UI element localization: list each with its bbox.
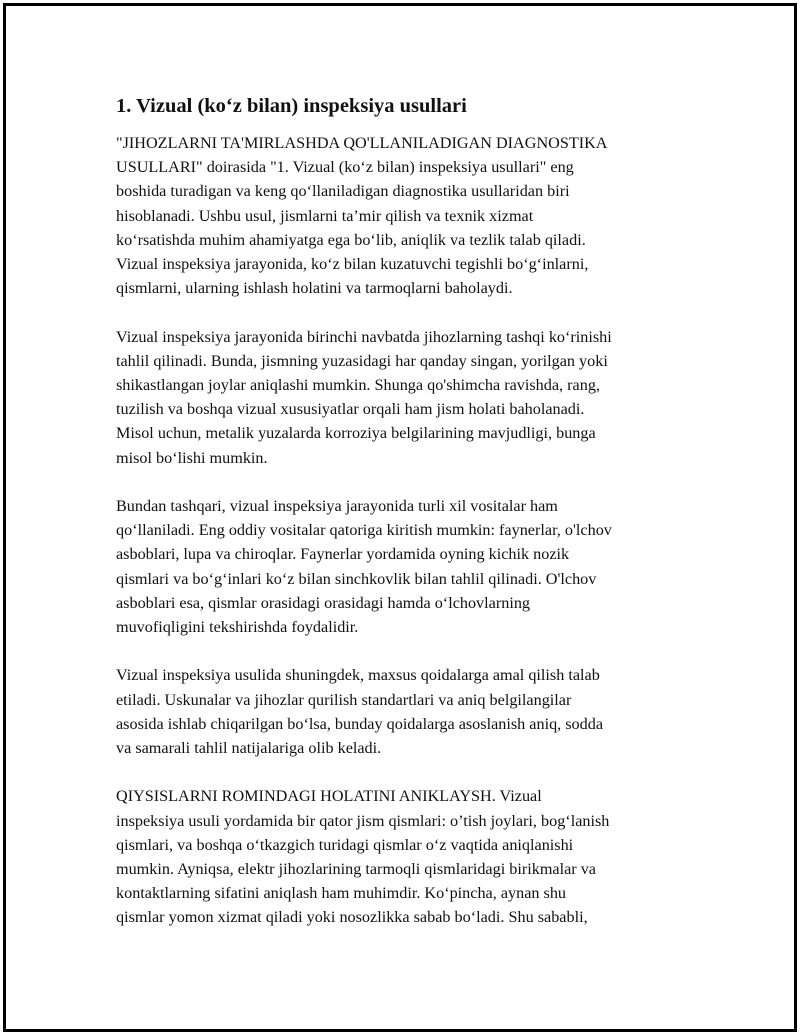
text-line: boshida turadigan va keng qo‘llaniladigan diagnostika usullaridan biri	[116, 182, 570, 201]
paragraph-external-view	[116, 325, 686, 470]
text-line: tuzilish va boshqa vizual xususiyatlar orqali ham jism holati baholanadi.	[116, 400, 585, 419]
text-line: qismlarni, ularning ishlash holatini va tarmoqlarni baholaydi.	[116, 279, 513, 298]
paragraph-intro	[116, 131, 686, 300]
text-line: Misol uchun, metalik yuzalarda korroziya belgilarining mavjudligi, bunga	[116, 424, 596, 443]
text-line: qismlari va bo‘g‘inlari ko‘z bilan sinchkovlik bilan tahlil qilinadi. O'lchov	[116, 569, 597, 588]
text-line: qo‘llaniladi. Eng oddiy vositalar qatoriga kiritish mumkin: faynerlar, o'lchov	[116, 521, 612, 540]
section-heading: 1. Vizual (ko‘z bilan) inspeksiya usullari	[116, 95, 467, 117]
text-line: Bundan tashqari, vizual inspeksiya jarayonida turli xil vositalar ham	[116, 497, 558, 516]
text-line: tahlil qilinadi. Bunda, jismning yuzasidagi har qanday singan, yorilgan yoki	[116, 351, 608, 370]
text-line: qismlar yomon xizmat qiladi yoki nosozlikka sabab bo‘ladi. Shu sababli,	[116, 908, 588, 927]
text-line: asosida ishlab chiqarilgan bo‘lsa, bunday qoidalarga asoslanish aniq, sodda	[116, 714, 604, 733]
text-line: QIYSISLARNI ROMINDAGI HOLATINI ANIKLAYSH. Vizual	[116, 787, 542, 806]
text-line: Vizual inspeksiya jarayonida birinchi navbatda jihozlarning tashqi ko‘rinishi	[116, 327, 612, 346]
text-line: muvofiqligini tekshirishda foydalidir.	[116, 618, 359, 637]
text-line: asboblari esa, qismlar orasidagi orasidagi hamda o‘lchovlarning	[116, 593, 531, 612]
text-line: ko‘rsatishda muhim ahamiyatga ega bo‘lib, aniqlik va tezlik talab qiladi.	[116, 230, 586, 249]
text-line: va samarali tahlil natijalariga olib keladi.	[116, 739, 382, 758]
text-line: qismlari, va boshqa o‘tkazgich turidagi qismlar o‘z vaqtida aniqlanishi	[116, 835, 574, 854]
text-line: Vizual inspeksiya usulida shuningdek, maxsus qoidalarga amal qilish talab	[116, 666, 600, 685]
document-body	[116, 93, 686, 954]
text-line: Vizual inspeksiya jarayonida, ko‘z bilan kuzatuvchi tegishli bo‘g‘inlarni,	[116, 255, 589, 274]
paragraph-connections	[116, 784, 686, 929]
text-line: mumkin. Ayniqsa, elektr jihozlarining tarmoqli qismlaridagi birikmalar va	[116, 860, 596, 879]
text-line: "JIHOZLARNI TA'MIRLASHDA QO'LLANILADIGAN DIAGNOSTIKA	[116, 134, 608, 152]
text-line: USULLARI" doirasida "1. Vizual (ko‘z bilan) inspeksiya usullari" eng	[116, 158, 574, 177]
text-line: shikastlangan joylar aniqlashi mumkin. Shunga qo'shimcha ravishda, rang,	[116, 376, 600, 395]
text-line: asboblari, lupa va chiroqlar. Faynerlar yordamida oyning kichik nozik	[116, 545, 570, 564]
text-line: etiladi. Uskunalar va jihozlar qurilish standartlari va aniq belgilangilar	[116, 690, 572, 709]
paragraph-tools	[116, 494, 686, 639]
text-line: misol bo‘lishi mumkin.	[116, 448, 268, 467]
text-line: kontaktlarning sifatini aniqlash ham muhimdir. Ko‘pincha, aynan shu	[116, 884, 567, 903]
text-line: inspeksiya usuli yordamida bir qator jism qismlari: o’tish joylari, bog‘lanish	[116, 811, 610, 830]
paragraph-rules	[116, 663, 686, 760]
text-line: hisoblanadi. Ushbu usul, jismlarni ta’mir qilish va texnik xizmat	[116, 206, 534, 225]
